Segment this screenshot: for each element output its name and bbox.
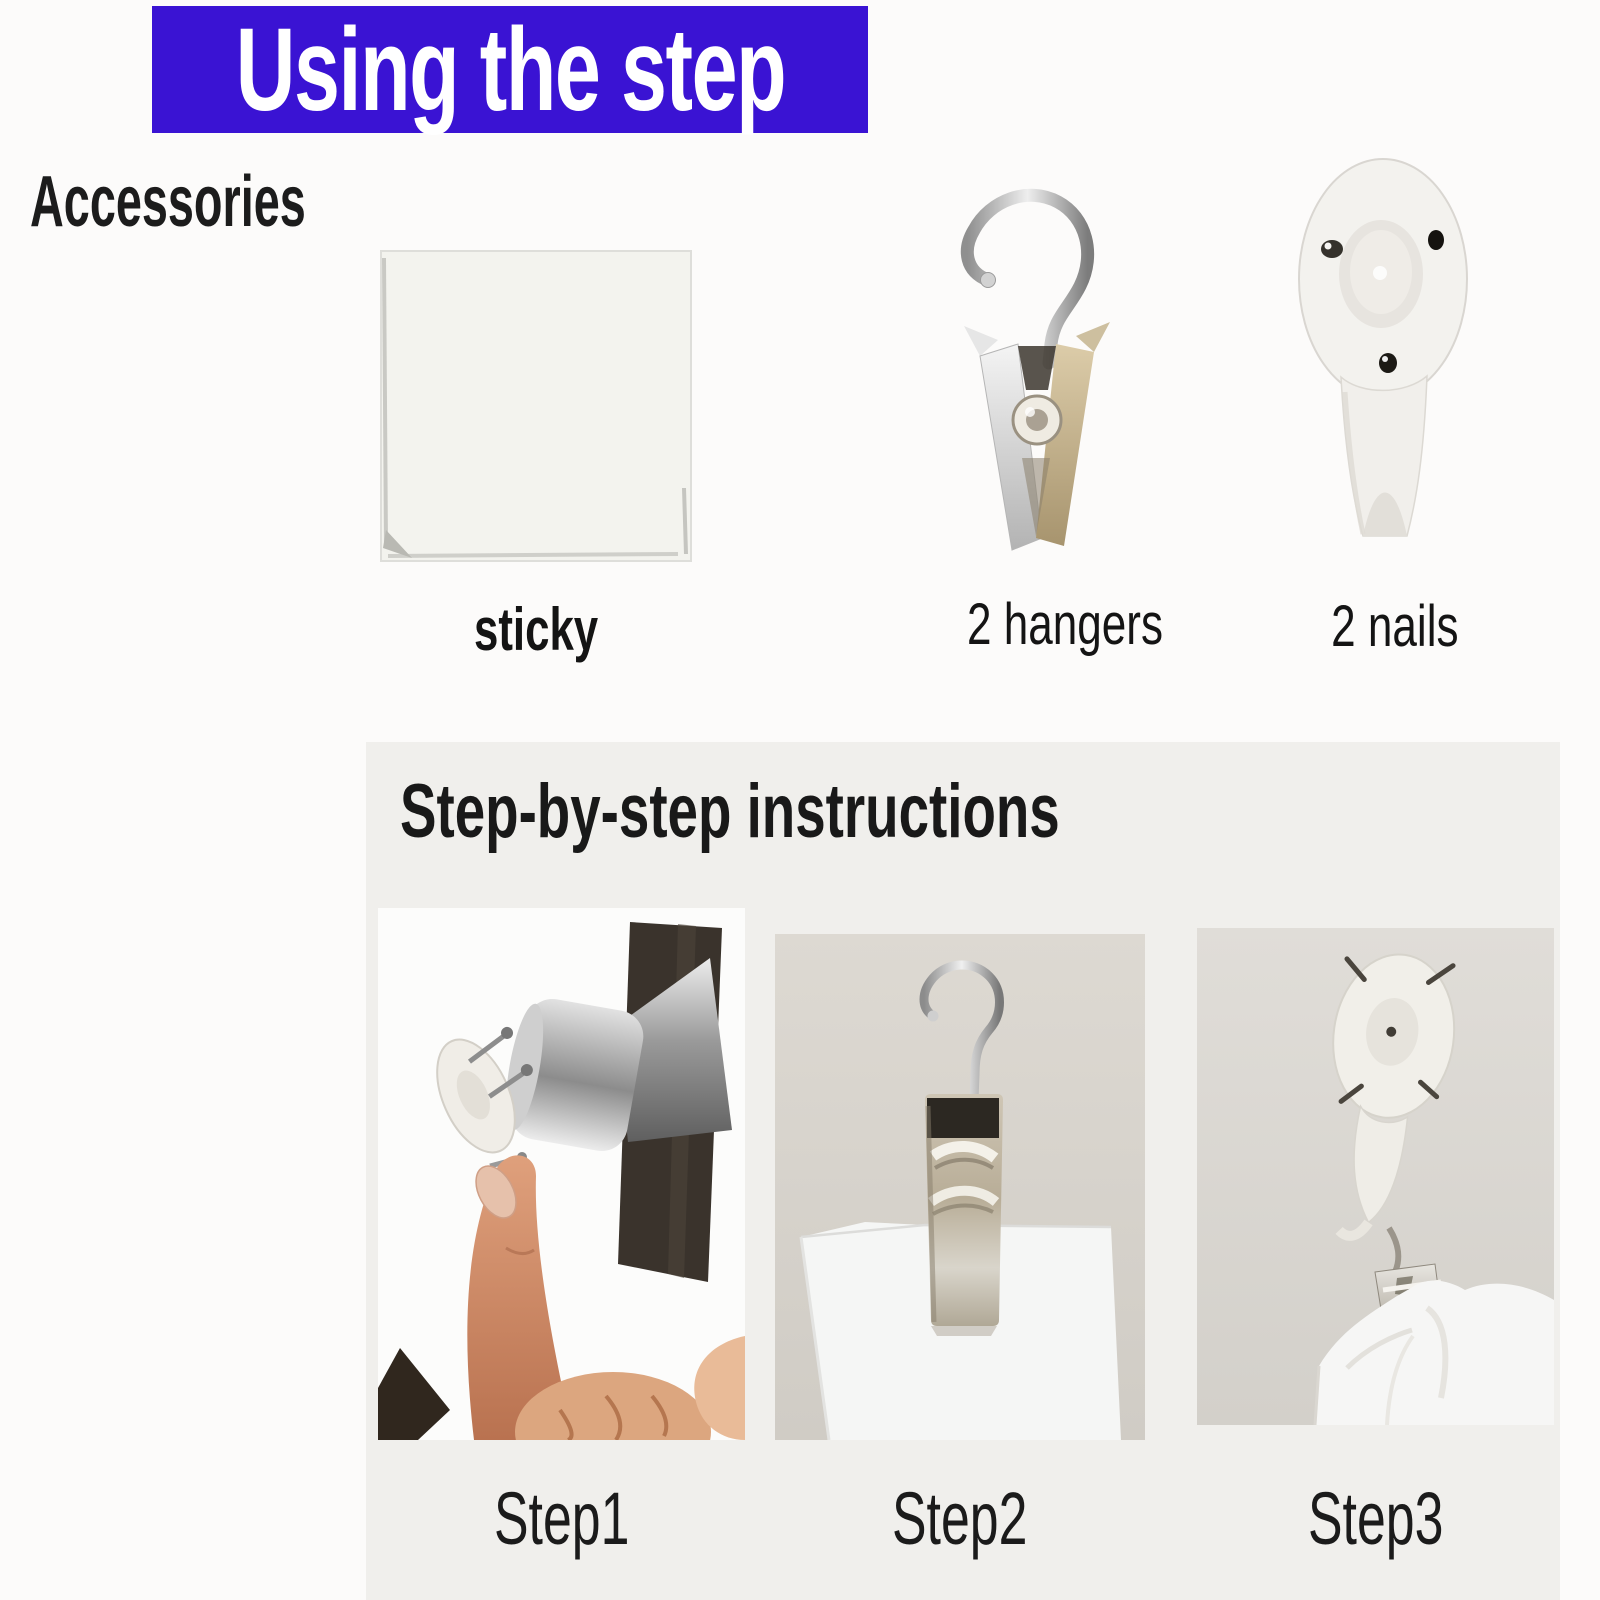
step2-photo [775,934,1145,1440]
sticky-pad-image [378,248,694,564]
page-title: Using the step [235,3,785,136]
nails-label: 2 nails [1331,594,1459,659]
instructions-heading: Step-by-step instructions [400,769,1060,854]
title-banner [152,3,868,136]
nail-hook-image [1295,152,1475,567]
sticky-label: sticky [473,596,599,663]
step3-photo [1197,928,1554,1425]
step1-photo [378,908,745,1440]
hanger-clip-image [950,158,1125,568]
accessories-heading: Accessories [30,162,306,242]
clip-body [925,1094,1003,1336]
step1-label: Step1 [493,1477,630,1560]
step3-label: Step3 [1307,1477,1444,1560]
hook-head [1299,159,1467,399]
step2-label: Step2 [892,1477,1028,1560]
clip-body [964,322,1110,550]
instructions-panel [366,742,1560,1600]
hangers-label: 2 hangers [966,592,1164,657]
hook-body [1341,376,1427,536]
